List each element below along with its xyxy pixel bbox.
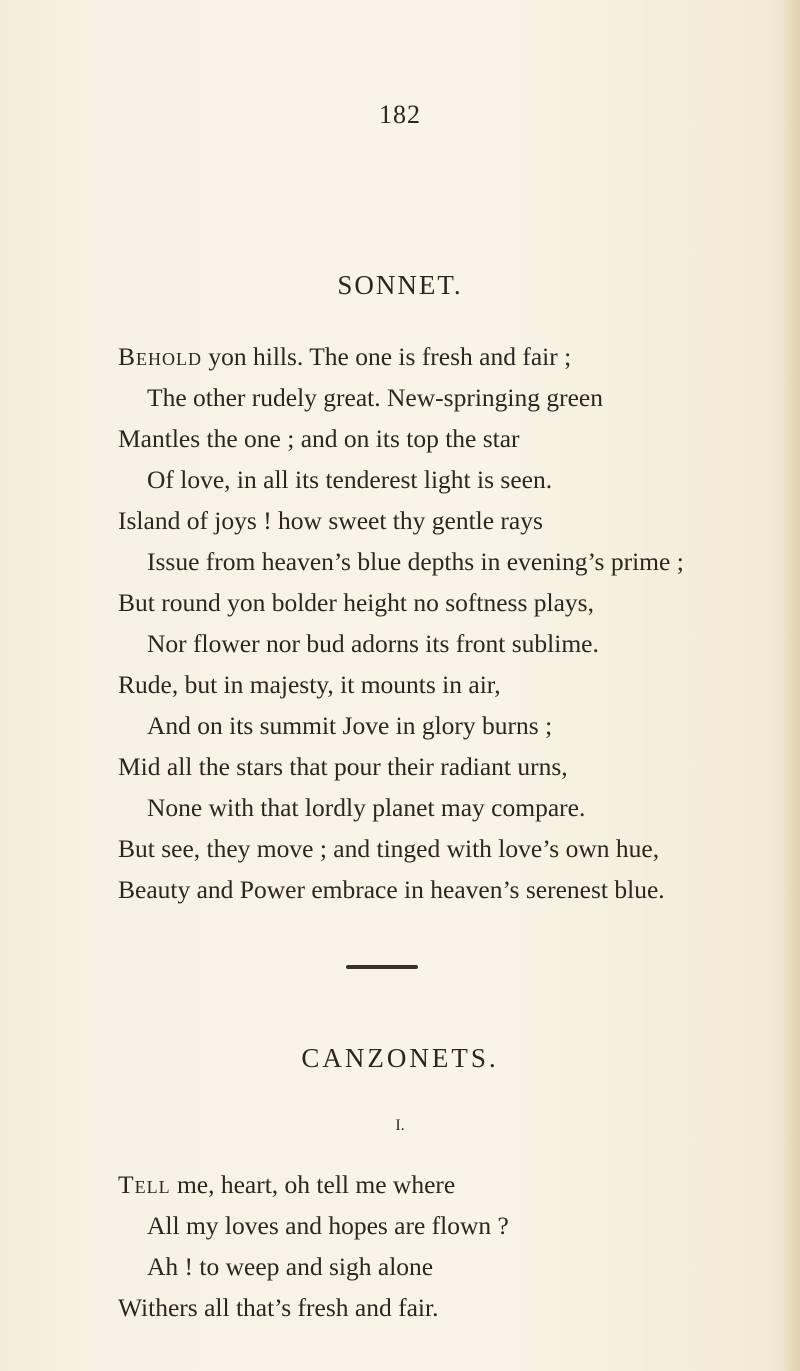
canzonet-line-2: All my loves and hopes are flown ? — [147, 1211, 509, 1240]
canzonet-number: I. — [395, 1117, 405, 1134]
sonnet-line-2: The other rudely great. New-springing green — [147, 383, 603, 412]
canzonet-first-word: Tell — [118, 1170, 171, 1199]
canzonet-line-3: Ah ! to weep and sigh alone — [147, 1252, 434, 1281]
sonnet-line-4: Of love, in all its tenderest light is seen. — [147, 465, 553, 494]
sonnet-line-11: Mid all the stars that pour their radiant urns, — [118, 752, 568, 781]
sonnet-line-3: Mantles the one ; and on its top the star — [118, 424, 520, 453]
sonnet-line-8: Nor flower nor bud adorns its front sublime. — [147, 629, 599, 658]
section-divider-ornament — [346, 965, 418, 969]
page-edge-shadow — [782, 0, 800, 1371]
canzonet-line-1 — [118, 1170, 455, 1200]
sonnet-line-10: And on its summit Jove in glory burns ; — [147, 711, 553, 740]
canzonet-line-4: Withers all that’s fresh and fair. — [118, 1293, 439, 1322]
sonnet-line-14: Beauty and Power embrace in heaven’s serenest blue. — [118, 875, 665, 904]
sonnet-line-1 — [118, 342, 571, 372]
canzonet-first-line-rest: me, heart, oh tell me where — [170, 1170, 456, 1199]
canzonets-title: CANZONETS. — [301, 1043, 499, 1073]
sonnet-line-5: Island of joys ! how sweet thy gentle rays — [118, 506, 543, 535]
sonnet-line-7: But round yon bolder height no softness plays, — [118, 588, 594, 617]
sonnet-line-12: None with that lordly planet may compare. — [147, 793, 586, 822]
sonnet-line-9: Rude, but in majesty, it mounts in air, — [118, 670, 501, 699]
sonnet-line-6: Issue from heaven’s blue depths in evening’s prime ; — [147, 547, 684, 576]
page-number: 182 — [379, 100, 421, 129]
sonnet-title: SONNET. — [337, 270, 463, 300]
sonnet-line-13: But see, they move ; and tinged with love’s own hue, — [118, 834, 660, 863]
sonnet-first-word: Behold — [118, 342, 202, 371]
sonnet-first-line-rest: yon hills. The one is fresh and fair ; — [202, 342, 572, 371]
